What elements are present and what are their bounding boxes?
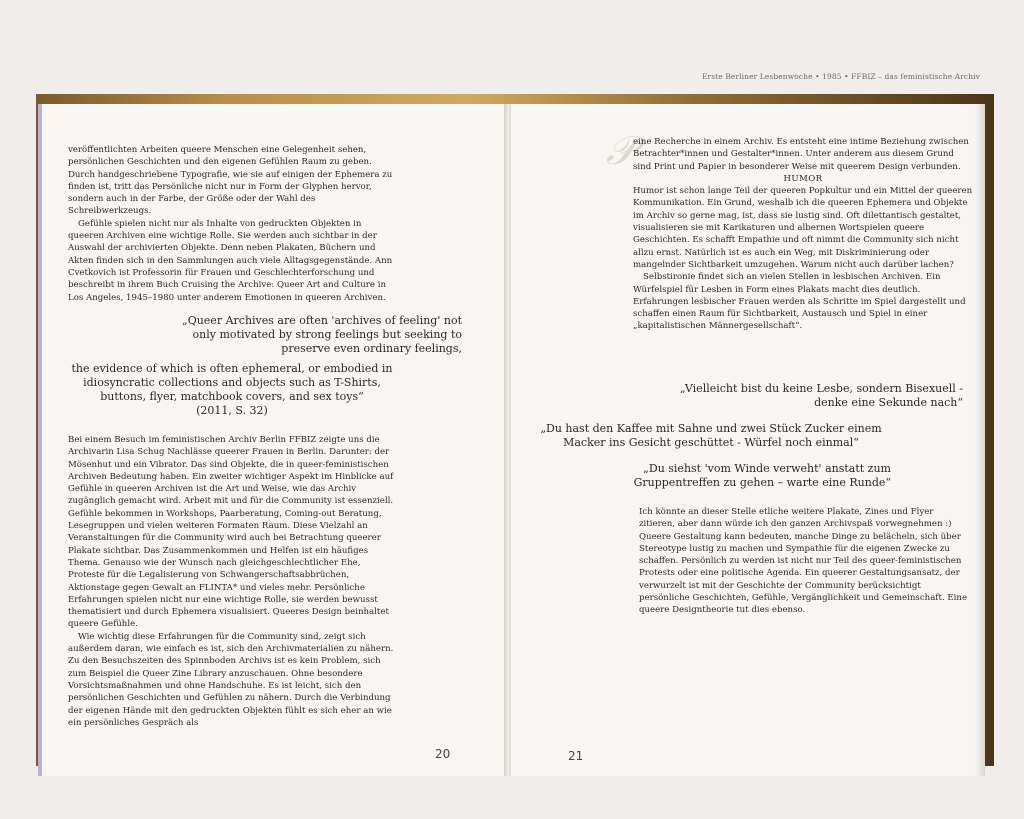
paragraph: Humor ist schon lange Teil der queeren Popkultur und ein Mittel der queeren Kommunikation. Ein Grund, weshalb ich die queeren Ephemera und Objekte im Archiv so gerne mag, ist, dass sie lustig sind. Oft dilettantisch gestaltet, visualisieren sie mit Karikaturen und albernen Wortspielen queere Geschichten. Es schafft Empathie und oft nimmt die Community sich nicht allzu ernst. Natürlich ist es auch ein Weg, mit Diskriminierung oder mangelnder Sichtbarkeit umzugehen. Warum nicht auch darüber lachen? bbox=[633, 186, 973, 270]
section-heading: HUMOR bbox=[783, 173, 823, 184]
blockquote-1: „Vielleicht bist du keine Lesbe, sondern Bisexuell - denke eine Sekunde nach“ bbox=[679, 382, 963, 409]
quote-citation: (2011, S. 32) bbox=[196, 404, 268, 417]
running-header: Erste Berliner Lesbenwoche • 1985 • FFBIZ – das feministische Archiv bbox=[701, 72, 980, 81]
right-closing-text bbox=[639, 506, 971, 617]
left-intro-text bbox=[68, 144, 398, 304]
left-page bbox=[38, 104, 509, 776]
blockquote-3: „Du siehst 'vom Winde verweht' anstatt zum Gruppentreffen zu gehen – warte eine Runde“ bbox=[633, 462, 891, 489]
paragraph: veröffentlichten Arbeiten queere Menschen eine Gelegenheit sehen, persönlichen Geschichten und den eigenen Gefühlen Raum zu geben. Durch handgeschriebene Typografie, wie sie auf einigen der Ephemera zu finden ist, tritt das Persönliche nicht nur in Form der Glyphen hervor, sondern auch in der Farbe, der Größe oder der Wahl des Schreibwerkzeugs. bbox=[68, 145, 393, 217]
paragraph: Ich könnte an dieser Stelle etliche weitere Plakate, Zines und Flyer zitieren, aber dann würde ich den ganzen Archivspaß vorwegnehmen :) Queere Gestaltung kann bedeuten, manche Dinge zu belächeln, sich über Stereotype lustig zu machen und Sympathie für die eigenen Zwecke zu schaffen. Persönlich zu werden ist nicht nur Teil des queer-feministischen Protests oder eine politische Agenda. Ein queerer Gestaltungsansatz, der verwurzelt ist mit der Geschichte der Community berücksichtigt persönliche Geschichten, Gefühle, Vergänglichkeit und Gemeinschaft. Eine queere Designtheorie tut dies ebenso. bbox=[639, 507, 968, 616]
paragraph: Gefühle spielen nicht nur als Inhalte von gedruckten Objekten in queeren Archiven eine wichtige Rolle. Sie werden auch sichtbar in der Auswahl der archivierten Objekte. Denn neben Plakaten, Büchern und Akten finden sich in den Sammlungen auch viele Alltagsgegenstände. Ann Cvetkovich ist Professorin für Frauen und Geschlechterforschung und beschreibt in ihrem Buch Cruising the Archive: Queer Art and Culture in Los Angeles, 1945–1980 unter anderem Emotionen in queeren Archiven. bbox=[68, 218, 393, 303]
show-through-glyph: 𝒫 bbox=[606, 128, 635, 174]
page-number: 20 bbox=[435, 747, 451, 761]
blockquote-2: the evidence of which is often ephemeral, or embodied in idiosyncratic collections and objects such as T-Shirts, buttons, flyer, matchbook covers, and sex toys“ (2011, S. 32) bbox=[62, 362, 402, 418]
paragraph: Bei einem Besuch im feministischen Archiv Berlin FFBIZ zeigte uns die Archivarin Lisa Schug Nachlässe queerer Frauen in Berlin. Darunter: der Mösenhut und ein Vibrator. Das sind Objekte, die in queer-feministischen Archiven Bedeutung haben. Ein zweiter wichtiger Aspekt im Hinblicke auf Gefühle in queeren Archiven ist die Art und Weise, wie das Archiv zugänglich gemacht wird. Arbeit mit und für die Community ist essenziell. Gefühle bekommen in Workshops, Paarberatung, Coming-out Beratung, Lesegruppen und vielen weiteren Formaten Raum. Diese Vielzahl an Veranstaltungen für die Community wird auch bei Betrachtung queerer Plakate sichtbar. Das Zusammenkommen und Helfen ist ein häufiges Thema. Genauso wie der Wunsch nach gleichgeschlechtlicher Ehe, Proteste für die Legalisierung von Schwangerschaftsabbrüchen, Aktionstage gegen Gewalt an FLINTA* und vieles mehr. Persönliche Erfahrungen spielen nicht nur eine wichtige Rolle, sie werden bewusst thematisiert und durch Ephemera visualisiert. Queeres Design beinhaltet queere Gefühle. bbox=[68, 435, 394, 630]
paragraph: eine Recherche in einem Archiv. Es entsteht eine intime Beziehung zwischen Betrachter*innen und Gestalter*innen. Unter anderem aus diesem Grund sind Print und Papier in besonderer Weise mit queerem Design verbunden. bbox=[633, 137, 969, 172]
paragraph: Wie wichtig diese Erfahrungen für die Community sind, zeigt sich außerdem daran, wie einfach es ist, sich den Archivmaterialien zu nähern. Zu den Besuchszeiten des Spinnboden Archivs ist es kein Problem, sich zum Beispiel die Queer Zine Library anzuschauen. Ohne besondere Vorsichtsmaßnahmen und ohne Handschuhe. Es ist leicht, sich den persönlichen Geschichten und Gefühlen zu nähern. Durch die Verbindung der eigenen Hände mit den gedruckten Objekten fühlt es sich eher an wie ein persönliches Gespräch als bbox=[68, 631, 394, 728]
right-page bbox=[511, 104, 985, 776]
paragraph: Selbstironie findet sich an vielen Stellen in lesbischen Archiven. Ein Würfelspiel für Lesben in Form eines Plakats macht dies deutlich. Erfahrungen lesbischer Frauen werden als Schritte im Spiel dargestellt und schaffen einen Raum für Sichtbarkeit, Austausch und Spiel in einer „kapitalistischen Männergesellschaft“. bbox=[633, 272, 966, 332]
blockquote-1: „Queer Archives are often 'archives of feeling' not only motivated by strong feelings but seeking to preserve even ordinary feelings, bbox=[182, 314, 462, 355]
blockquote-2: „Du hast den Kaffee mit Sahne und zwei Stück Zucker einem Macker ins Gesicht geschüttet - Würfel noch einmal“ bbox=[540, 422, 882, 449]
left-body-text bbox=[68, 434, 398, 729]
page-number: 21 bbox=[568, 749, 584, 763]
right-intro-text bbox=[633, 136, 973, 333]
